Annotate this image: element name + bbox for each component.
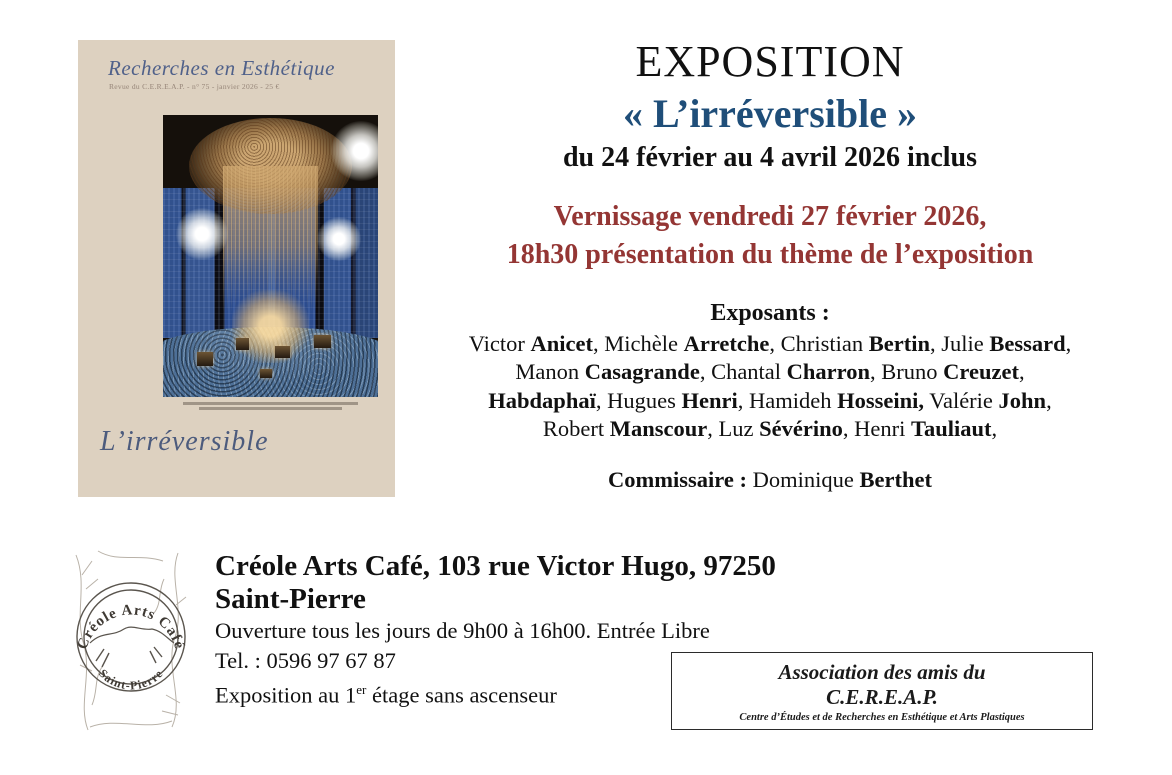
photo-object — [260, 369, 272, 378]
exhibition-dates: du 24 février au 4 avril 2026 inclus — [562, 142, 978, 174]
vernissage-info — [412, 198, 1128, 274]
logo-arc-top-text: Créole Arts Café — [74, 602, 188, 652]
association-line-3: Centre d’Études et de Recherches en Esthétique et Arts Plastiques — [739, 712, 1025, 723]
photo-caption — [183, 400, 358, 410]
exposants-heading: Exposants : — [710, 299, 830, 326]
exposants-list — [412, 330, 1128, 444]
photo-object — [197, 352, 213, 366]
photo-object — [236, 338, 249, 350]
venue-title: Créole Arts Café, 103 rue Victor Hugo, 97250 Saint-Pierre — [215, 550, 776, 615]
photo-object — [275, 346, 290, 358]
exposants-line: Manon Casagrande, Chantal Charron, Bruno Creuzet, — [515, 359, 1025, 385]
exposition-heading: EXPOSITION — [635, 37, 905, 86]
installation-photo — [163, 115, 378, 397]
vernissage-line-1: Vernissage vendredi 27 février 2026, — [553, 201, 987, 233]
venue-telephone: Tel. : 0596 97 67 87 — [215, 647, 396, 673]
venue-hours: Ouverture tous les jours de 9h00 à 16h00. Entrée Libre — [215, 618, 710, 643]
exposants-line: Victor Anicet, Michèle Arretche, Christian Bertin, Julie Bessard, — [468, 330, 1072, 356]
photo-object — [314, 335, 331, 348]
exposants-line: Habdaphaï, Hugues Henri, Hamideh Hosseini, Valérie John, — [488, 387, 1052, 413]
svg-text:Saint-Pierre — [96, 666, 166, 692]
exhibition-title: « L’irréversible » — [622, 91, 917, 137]
photo-light-mid-right — [317, 217, 361, 261]
venue-floor-note: Exposition au 1er étage sans ascenseur — [215, 682, 557, 708]
exhibition-info — [412, 38, 1128, 493]
commissaire-line: Commissaire : Dominique Berthet — [608, 466, 932, 492]
exposants-line: Robert Manscour, Luz Sévérino, Henri Tauliaut, — [542, 416, 998, 442]
creole-arts-cafe-logo — [68, 545, 196, 735]
association-line-2: C.E.R.E.A.P. — [826, 685, 938, 709]
photo-center-glow — [232, 290, 309, 363]
logo-arc-bottom-text: Saint-Pierre — [96, 666, 166, 693]
cover-title-label: L’irréversible — [100, 426, 269, 457]
association-line-1: Association des amis du — [778, 660, 986, 684]
photo-light-left — [176, 208, 228, 260]
journal-title: Recherches en Esthétique — [108, 56, 335, 80]
vernissage-line-2: 18h30 présentation du thème de l’exposition — [506, 239, 1034, 271]
magazine-cover — [78, 40, 395, 497]
journal-subtitle: Revue du C.E.R.E.A.P. - n° 75 - janvier 2026 - 25 € — [109, 82, 280, 91]
association-box — [671, 652, 1093, 730]
